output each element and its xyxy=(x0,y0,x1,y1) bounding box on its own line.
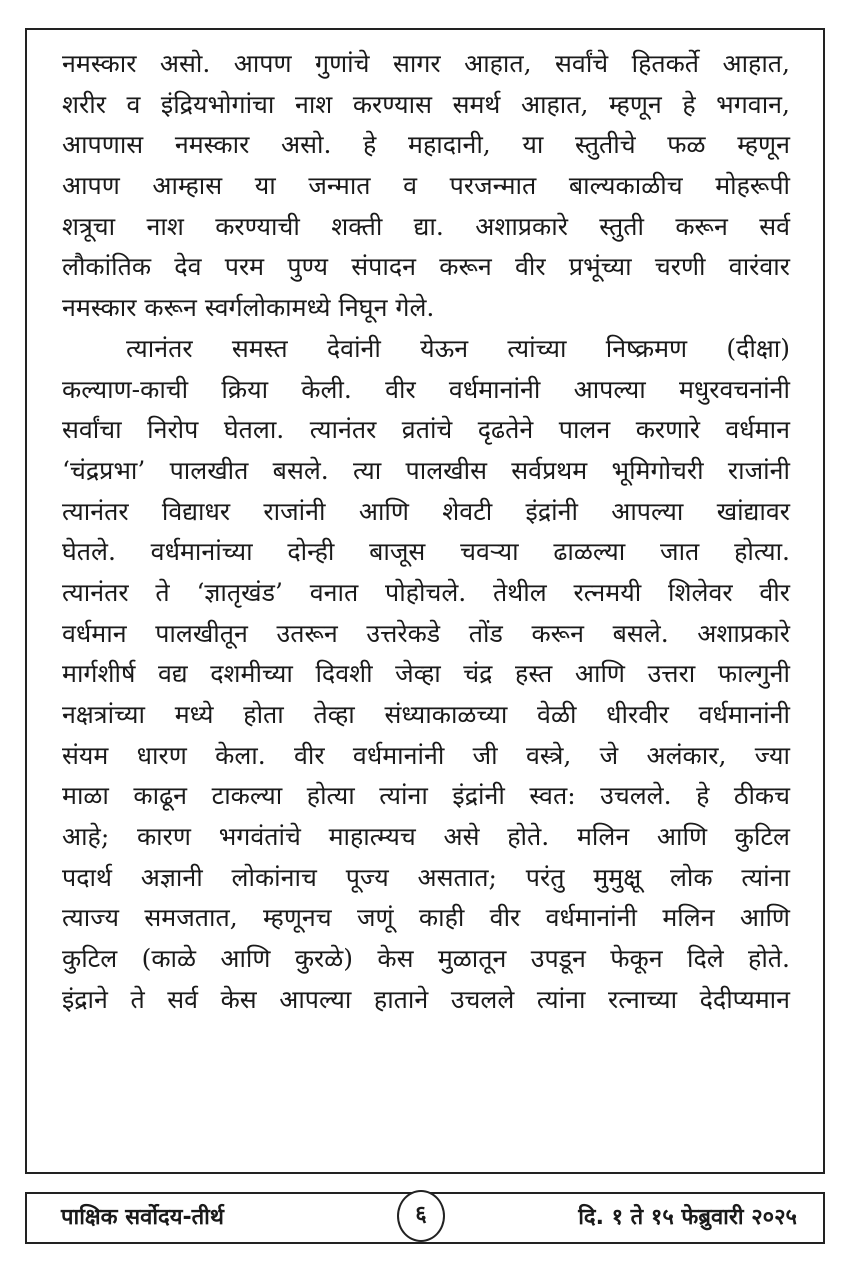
text-line: आहे; कारण भगवंतांचे माहात्म्यच असे होते. मलिन आणि कुटिल xyxy=(62,822,790,852)
publication-name: पाक्षिक सर्वोदय-तीर्थ xyxy=(61,1205,224,1230)
page-number: ६ xyxy=(397,1190,445,1242)
text-line: आपणास नमस्कार असो. हे महादानी, या स्तुतीचे फळ म्हणून xyxy=(62,130,790,160)
text-line: त्यानंतर ते ‘ज्ञातृखंड’ वनात पोहोचले. तेथील रत्नमयी शिलेवर वीर xyxy=(62,577,790,607)
text-line: माळा काढून टाकल्या होत्या त्यांना इंद्रांनी स्वत: उचलले. हे ठीकच xyxy=(62,781,790,811)
text-line: नमस्कार असो. आपण गुणांचे सागर आहात, सर्वांचे हितकर्ते आहात, xyxy=(62,49,790,78)
text-line: शत्रूचा नाश करण्याची शक्ती द्या. अशाप्रकारे स्तुती करून सर्व xyxy=(62,211,790,241)
text-line: सर्वांचा निरोप घेतला. त्यानंतर व्रतांचे दृढतेने पालन करणारे वर्धमान xyxy=(62,415,790,445)
text-line: घेतले. वर्धमानांच्या दोन्ही बाजूस चवऱ्या ढाळल्या जात होत्या. xyxy=(62,537,790,567)
text-line: इंद्राने ते सर्व केस आपल्या हाताने उचलले त्यांना रत्नाच्या देदीप्यमान xyxy=(62,984,790,1014)
text-line: त्यानंतर विद्याधर राजांनी आणि शेवटी इंद्रांनी आपल्या खांद्यावर xyxy=(62,496,790,526)
text-line: कल्याण-काची क्रिया केली. वीर वर्धमानांनी आपल्या मधुरवचनांनी xyxy=(62,374,790,404)
text-line: शरीर व इंद्रियभोगांचा नाश करण्यास समर्थ आहात, म्हणून हे भगवान, xyxy=(62,89,790,119)
text-line: नमस्कार करून स्वर्गलोकामध्ये निघून गेले. xyxy=(62,293,435,323)
text-line: मार्गशीर्ष वद्य दशमीच्या दिवशी जेव्हा चंद्र हस्त आणि उत्तरा फाल्गुनी xyxy=(62,659,790,689)
text-line: पदार्थ अज्ञानी लोकांनाच पूज्य असतात; परंतु मुमुक्षू लोक त्यांना xyxy=(62,862,790,892)
paragraph-start-line: त्यानंतर समस्त देवांनी येऊन त्यांच्या निष्क्रमण (दीक्षा) xyxy=(126,333,790,363)
text-line: कुटिल (काळे आणि कुरळे) केस मुळातून उपडून फेकून दिले होते. xyxy=(62,944,790,974)
text-line: लौकांतिक देव परम पुण्य संपादन करून वीर प्रभूंच्या चरणी वारंवार xyxy=(62,252,790,282)
issue-date-range: दि. १ ते १५ फेब्रुवारी २०२५ xyxy=(578,1205,797,1230)
text-line: वर्धमान पालखीतून उतरून उत्तरेकडे तोंड करून बसले. अशाप्रकारे xyxy=(62,618,790,648)
text-line: आपण आम्हास या जन्मात व परजन्मात बाल्यकाळीच मोहरूपी xyxy=(62,171,790,201)
text-line: त्याज्य समजतात, म्हणूनच जणूं काही वीर वर्धमानांनी मलिन आणि xyxy=(62,903,790,933)
page-footer xyxy=(25,1192,825,1244)
body-text xyxy=(62,44,790,1021)
text-line: ‘चंद्रप्रभा’ पालखीत बसले. त्या पालखीस सर्वप्रथम भूमिगोचरी राजांनी xyxy=(62,455,790,485)
text-line: संयम धारण केला. वीर वर्धमानांनी जी वस्त्रे, जे अलंकार, ज्या xyxy=(62,740,790,770)
page-content-frame xyxy=(25,28,825,1174)
text-line: नक्षत्रांच्या मध्ये होता तेव्हा संध्याकाळच्या वेळी धीरवीर वर्धमानांनी xyxy=(62,700,790,729)
